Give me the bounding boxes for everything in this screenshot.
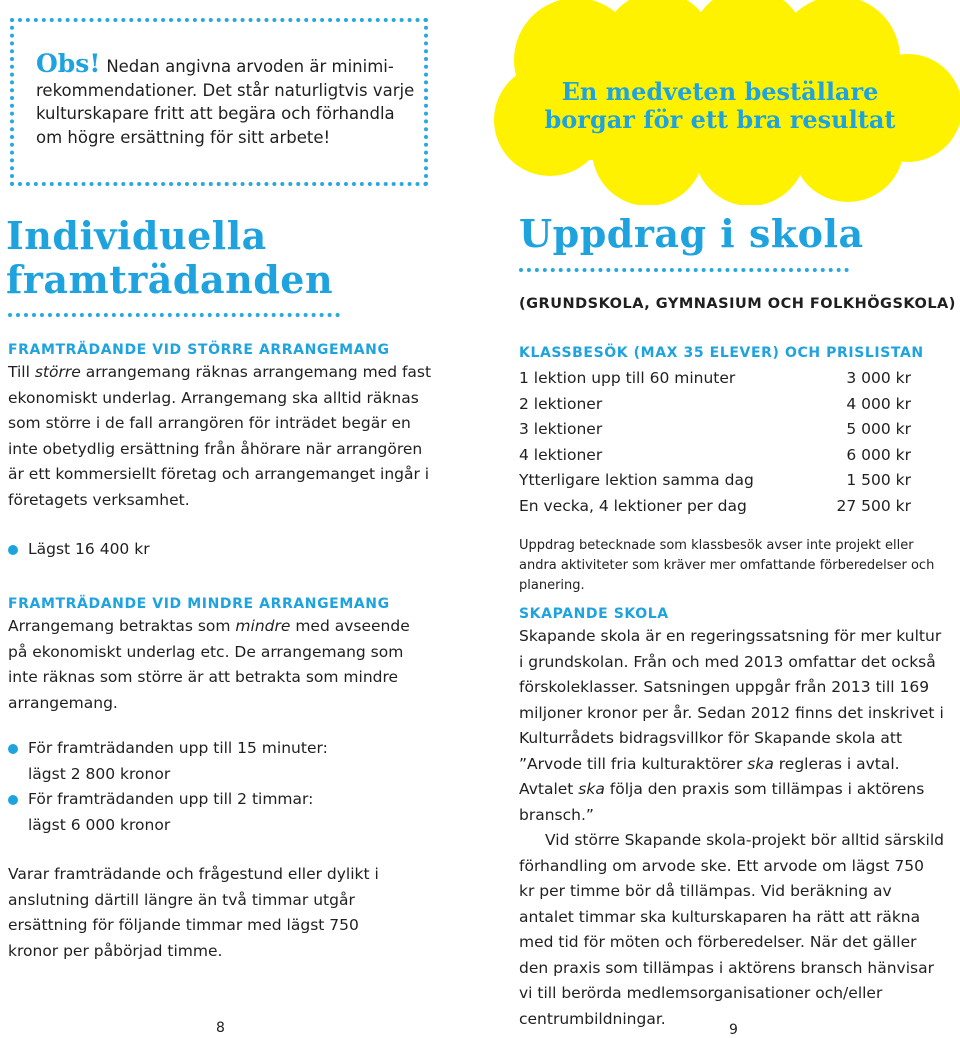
section-small-bullet-1: För framträdanden upp till 15 minuter: lägst 2 800 kronor	[8, 736, 328, 787]
cloud-slogan-line1: En medveten beställare	[561, 77, 879, 106]
notice-line1: Nedan angivna arvoden är minimi-	[106, 57, 394, 76]
price-value: 3 000 kr	[846, 369, 911, 387]
price-label: 1 lektion upp till 60 minuter	[519, 369, 736, 387]
left-title-line1: Individuella	[6, 213, 267, 258]
section-large-events	[8, 342, 433, 563]
left-title-line2: framträdanden	[6, 257, 334, 302]
price-row	[519, 494, 911, 520]
section-small-bullet-2: För framträdanden upp till 2 timmar: lägst 6 000 kronor	[8, 787, 328, 838]
skapande-heading: SKAPANDE SKOLA	[519, 606, 669, 622]
price-value: 1 500 kr	[846, 471, 911, 489]
right-title-divider	[519, 268, 849, 276]
price-note: Uppdrag betecknade som klassbesök avser inte projekt eller andra aktiviteter som kräver mer omfattande förberedelser och planering.	[519, 538, 935, 593]
price-table	[519, 366, 911, 519]
section-small-heading: FRAMTRÄDANDE VID MINDRE ARRANGEMANG	[8, 596, 390, 612]
section-large-text-b: arrangemang räknas arrangemang med fast ekonomiskt underlag. Arrangemang ska alltid räknas som större i de fall arrangören för inträdet begär en inte obetydlig ersättning från åhörare när arrangören är ett kommersiellt företag och arrangemanget ingår i företagets verksamhet.	[8, 363, 432, 509]
section-large-bullet: Lägst 16 400 kr	[8, 537, 433, 563]
price-row	[519, 392, 911, 418]
section-small-events	[8, 596, 433, 964]
price-value: 5 000 kr	[846, 420, 911, 438]
section-large-heading: FRAMTRÄDANDE VID STÖRRE ARRANGEMANG	[8, 342, 390, 358]
price-heading: KLASSBESÖK (MAX 35 ELEVER) OCH PRISLISTAN	[519, 345, 924, 361]
section-small-text-b: med avseende på ekonomiskt underlag etc. De arrangemang som inte räknas som större är att betrakta som mindre arrangemang.	[8, 617, 410, 712]
skapande-text-c: följa den praxis som tillämpas i aktörens bransch.”	[519, 780, 925, 824]
section-small-text-a: Arrangemang betraktas som	[8, 617, 236, 635]
page-number-right: 9	[729, 1022, 738, 1038]
skapande-paragraph-1	[519, 624, 944, 828]
section-large-text-a: Till	[8, 363, 35, 381]
skapande-emphasis-2: ska	[578, 780, 605, 798]
skapande-emphasis-1: ska	[747, 754, 774, 773]
price-row	[519, 443, 911, 469]
price-row	[519, 366, 911, 392]
price-label: 3 lektioner	[519, 420, 603, 438]
section-large-body	[8, 360, 433, 513]
price-row	[519, 417, 911, 443]
price-row	[519, 468, 911, 494]
left-title-divider	[8, 313, 340, 321]
skapande-text-a: Skapande skola är en regeringssatsning för mer kultur i grundskolan. Från och med 2013 omfattar det också förskoleklasser. Satsningen uppgår från 2013 till 169 miljoner kronor per år. Sedan 2012 finns det inskrivet i Kulturrådets bidragsvillkor för Skapande skola att ”Arvode till fria kulturaktörer	[519, 627, 944, 773]
price-label: En vecka, 4 lektioner per dag	[519, 496, 747, 515]
section-skapande	[519, 606, 944, 1032]
section-small-emphasis: mindre	[235, 617, 291, 635]
skapande-paragraph-2: Vid större Skapande skola-projekt bör alltid särskild förhandling om arvode ske. Ett arvode om lägst 750 kr per timme bör då tillämpas. Vid beräkning av antalet timmar ska kulturskaparen ha rätt att räkna med tid för möten och förberedelser. När det gäller den praxis som tillämpas i aktörens bransch hänvisar vi till berörda medlemsorganisationer och/eller centrumbildningar.	[519, 831, 944, 1028]
cloud-slogan-line2: borgar för ett bra resultat	[544, 105, 896, 134]
right-title: Uppdrag i skola	[519, 211, 864, 256]
price-value: 27 500 kr	[836, 496, 911, 515]
notice-text	[36, 49, 416, 149]
section-small-body	[8, 614, 433, 716]
notice-rest: rekommendationer. Det står naturligtvis varje kulturskapare fritt att begära och förhandla om högre ersättning för sitt arbete!	[36, 80, 415, 147]
right-subtitle: (GRUNDSKOLA, GYMNASIUM OCH FOLKHÖGSKOLA)	[519, 296, 956, 312]
left-title	[6, 214, 333, 302]
page-number-left: 8	[216, 1020, 225, 1036]
section-small-closing: Varar framträdande och frågestund eller dylikt i anslutning därtill längre än två timmar utgår ersättning för följande timmar med lägst 750 kronor per påbörjad timme.	[8, 865, 379, 960]
price-label: 2 lektioner	[519, 394, 603, 413]
skapande-text-b: regleras i avtal. Avtalet	[519, 754, 900, 798]
cloud-slogan	[500, 78, 940, 134]
notice-label: Obs!	[36, 49, 101, 78]
price-label: 4 lektioner	[519, 445, 603, 464]
section-large-emphasis: större	[34, 363, 81, 381]
price-value: 6 000 kr	[846, 445, 911, 464]
price-label: Ytterligare lektion samma dag	[519, 471, 754, 489]
price-value: 4 000 kr	[846, 394, 911, 413]
